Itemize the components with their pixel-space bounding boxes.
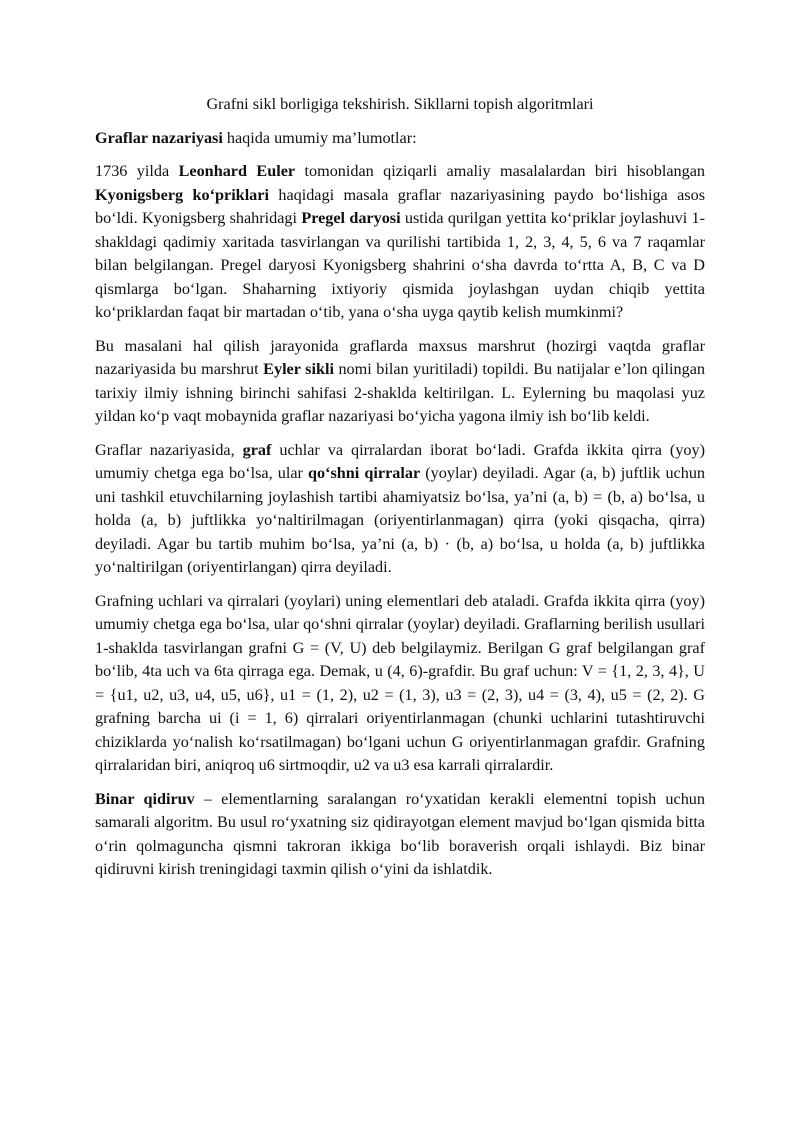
paragraph-text: Grafning uchlari va qirralari (yoylari) uning elementlari deb ataladi. Grafda ikkita qirra (yoy) umumiy chetga ega bo‘lsa, ular qo‘shni qirralar (yoylar) deyiladi. Graflarning berilish usullari 1-shaklda tasvirlangan grafni G = (V, U) deb belgilaymiz. Berilgan G graf belgilangan graf bo‘lib, 4ta uch va 6ta qirraga ega. Demak, u (4, 6)-grafdir. Bu graf uchun: V = {1, 2, 3, 4}, U = {u1, u2, u3, u4, u5, u6}, u1 = (1, 2), u2 = (1, 3), u3 = (2, 3), u4 = (3, 4), u5 = (2, 2). G grafning barcha ui (i = 1, 6) qirralari oriyentirlanmagan (chunki uchlarini tutashtiruvchi chiziklarda yo‘nalish ko‘rsatilmagan) bo‘lgani uchun G oriyentirlanmagan grafdir. Grafning qirralaridan biri, aniqroq u6 sirtmoqdir, u2 va u3 esa karrali qirralardir. <box>95 591 705 774</box>
bold-term: Pregel daryosi <box>301 209 401 227</box>
document-title: Grafni sikl borligiga tekshirish. Sikllarni topish algoritmlari <box>206 95 594 113</box>
paragraph-text: haqidagi masala graflar nazariyasining paydo bo‘lishiga asos bo‘ldi. Kyonigsberg shahridagi <box>95 185 705 227</box>
bold-term: qo‘shni qirralar <box>308 464 421 482</box>
paragraph-intro <box>95 127 705 151</box>
paragraph-text: – elementlarning saralangan ro‘yxatidan kerakli elementni topish uchun samarali algoritm. Bu usul ro‘yxatning siz qidirayotgan element mavjud bo‘lgan qismida bitta o‘rin qolmaguncha qismni takroran ikkiga bo‘lib boraverish orqali ishlaydi. Biz binar qidiruvni kirish treningidagi taxmin qilish o‘yini da ishlatdik. <box>95 789 705 878</box>
document-page <box>95 93 705 892</box>
bold-term: graf <box>242 440 272 459</box>
paragraph-graph-elements <box>95 590 705 778</box>
paragraph-text: 1736 yilda <box>95 162 179 180</box>
paragraph-binary-search <box>95 788 705 882</box>
paragraph-text: uchlar va qirralardan iborat bo‘ladi. Grafda ikkita qirra (yoy) umumiy chetga ega bo‘lsa, ular <box>95 440 705 482</box>
bold-term: Kyonigsberg ko‘priklari <box>95 185 269 204</box>
bold-term: Graflar nazariyasi <box>95 128 223 147</box>
paragraph-text: tomonidan qiziqarli amaliy masalalardan biri hisoblangan <box>295 162 705 180</box>
paragraph-text: Graflar nazariyasida, <box>95 440 243 459</box>
paragraph-text: (yoylar) deyiladi. Agar (a, b) juftlik uchun uni tashkil etuvchilarning joylashish tartibi ahamiyatsiz bo‘lsa, ya’ni (a, b) = (b, a) bo‘lsa, u holda (a, b) juftlikka yo‘naltirilmagan (oriyentirlanmagan) qirra (yoki qisqacha, qirra) deyiladi. Agar bu tartib muhim bo‘lsa, ya’ni (a, b) · (b, a) bo‘lsa, u holda (a, b) juftlikka yo‘naltirilgan (oriyentirlangan) qirra deyiladi. <box>95 464 706 576</box>
paragraph-text: haqida umumiy ma’lumotlar: <box>222 128 417 147</box>
paragraph-history <box>95 160 705 325</box>
paragraph-text: Bu masalani hal qilish jarayonida graflarda maxsus marshrut (hozirgi vaqtda graflar nazariyasida bu marshrut <box>95 336 705 378</box>
paragraph-text: nomi bilan yuritiladi) topildi. Bu natijalar e’lon qilingan tarixiy ilmiy ishning birinchi sahifasi 2-shaklda keltirilgan. L. Eylerning bu maqolasi yuz yildan ko‘p vaqt mobaynida graflar nazariyasi bo‘yicha yagona ilmiy ish bo‘lib keldi. <box>95 360 705 425</box>
paragraph-euler-cycle <box>95 335 705 429</box>
bold-term: Binar qidiruv <box>95 789 195 808</box>
paragraph-graph-definition <box>95 439 705 580</box>
paragraph-text: ustida qurilgan yettita ko‘priklar joylashuvi 1-shakldagi qadimiy xaritada tasvirlangan va qurilishi tartibida 1, 2, 3, 4, 5, 6 va 7 raqamlar bilan belgilangan. Pregel daryosi Kyonigsberg shahrini o‘sha davrda to‘rtta A, B, C va D qismlarga bo‘lgan. Shaharning ixtiyoriy qismida joylashgan uydan chiqib yettita ko‘priklardan faqat bir martadan o‘tib, yana o‘sha uyga qaytib kelish mumkinmi? <box>95 209 705 321</box>
bold-term: Eyler sikli <box>263 360 334 378</box>
bold-term: Leonhard Euler <box>178 162 296 180</box>
